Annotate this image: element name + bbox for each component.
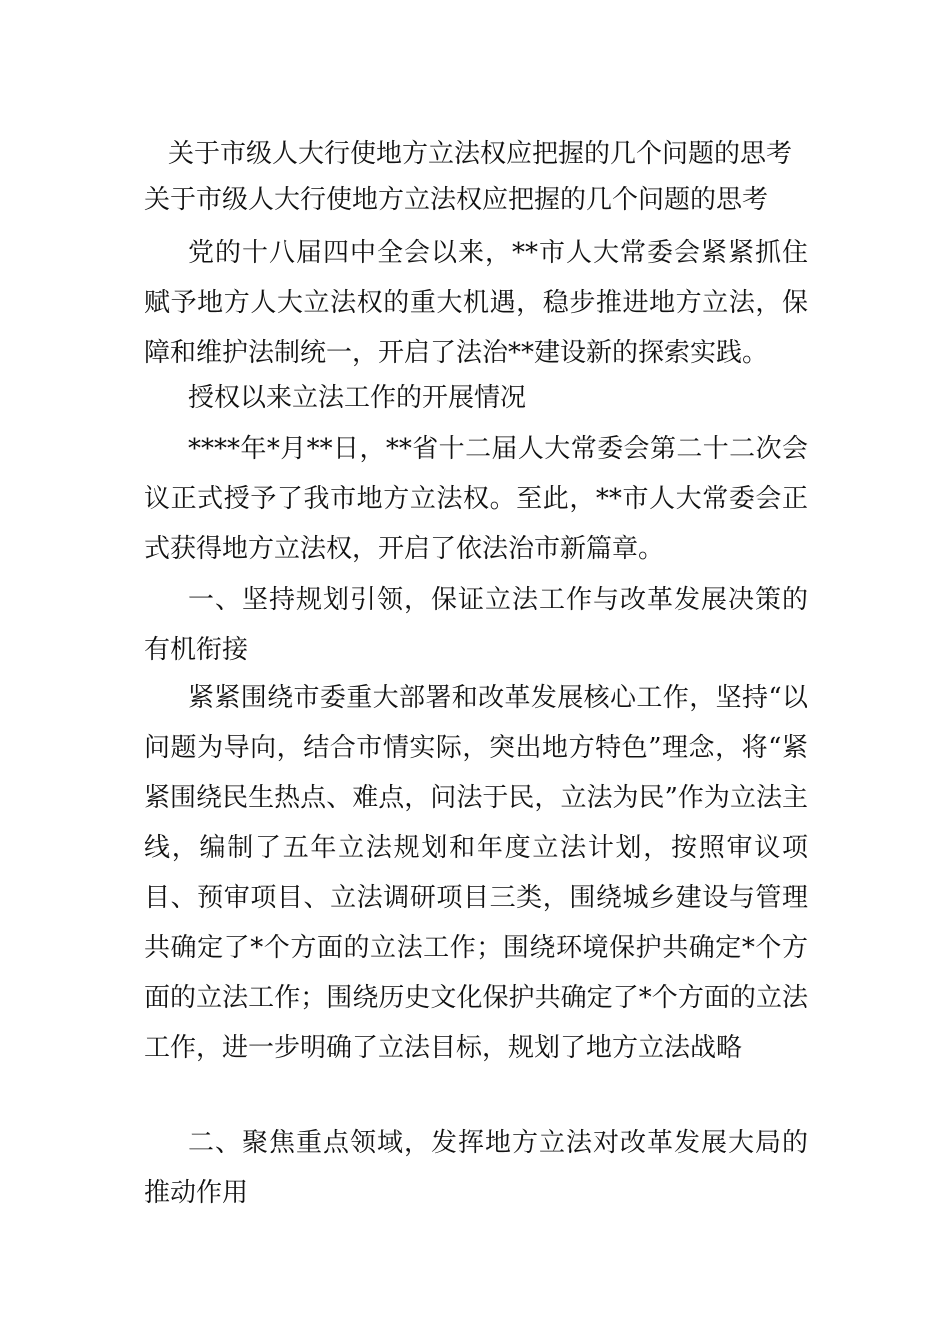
document-title-line-1: 关于市级人大行使地方立法权应把握的几个问题的思考 (168, 139, 793, 169)
document-title-line-2: 关于市级人大行使地方立法权应把握的几个问题的思考 (144, 185, 769, 215)
subheading-planning: 一、坚持规划引领，保证立法工作与改革发展决策的有机衔接 (144, 585, 808, 665)
paragraph-planning: 紧紧围绕市委重大部署和改革发展核心工作，坚持“以问题为导向，结合市情实际，突出地方特色”理念，将“紧紧围绕民生热点、难点，问法于民，立法为民”作为立法主线，编制了五年立法规划和年度立法计划，按照审议项目、预审项目、立法调研项目三类，围绕城乡建设与管理共确定了*个方面的立法工作；围绕环境保护共确定*个方面的立法工作；围绕历史文化保护共确定了*个方面的立法工作，进一步明确了立法目标，规划了地方立法战略 (144, 683, 808, 1063)
paragraph-intro: 党的十八届四中全会以来，**市人大常委会紧紧抓住赋予地方人大立法权的重大机遇，稳步推进地方立法，保障和维护法制统一，开启了法治**建设新的探索实践。 (144, 238, 808, 368)
section-heading: 授权以来立法工作的开展情况 (188, 383, 527, 413)
subheading-key-areas: 二、聚焦重点领域，发挥地方立法对改革发展大局的推动作用 (144, 1128, 808, 1208)
paragraph-authorization: ****年*月**日，**省十二届人大常委会第二十二次会议正式授予了我市地方立法权。至此，**市人大常委会正式获得地方立法权，开启了依法治市新篇章。 (144, 434, 808, 564)
